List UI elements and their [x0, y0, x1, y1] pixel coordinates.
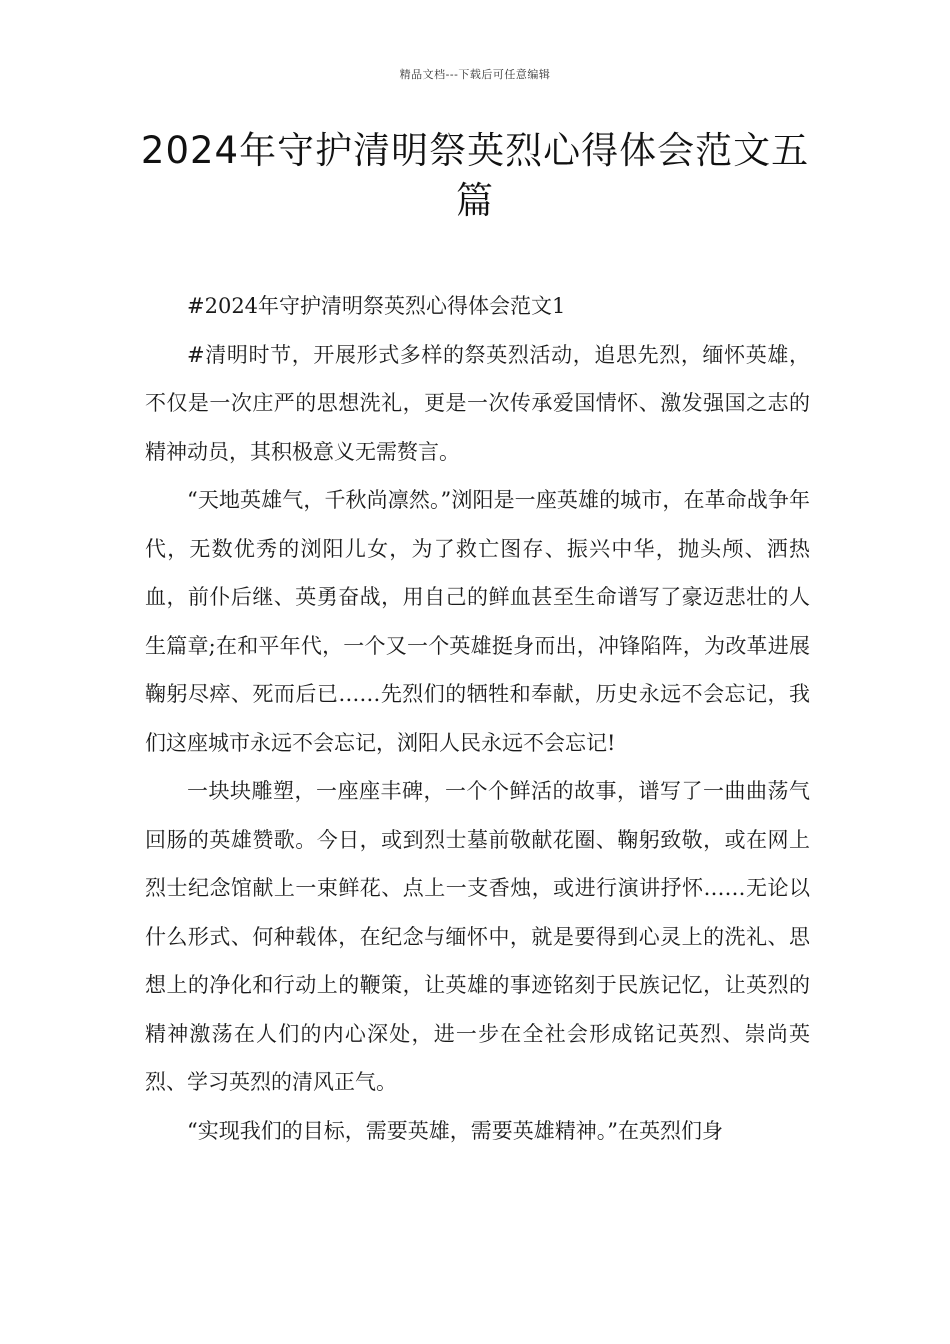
paragraph: “实现我们的目标，需要英雄，需要英雄精神。”在英烈们身	[187, 1118, 723, 1143]
document-body	[145, 282, 810, 1155]
paragraph: #清明时节，开展形式多样的祭英烈活动，追思先烈，缅怀英雄，不仅是一次庄严的思想洗礼，更是一次传承爱国情怀、激发强国之志的精神动员，其积极意义无需赘言。	[145, 342, 810, 464]
document-title: 2024年守护清明祭英烈心得体会范文五篇	[140, 129, 810, 222]
paragraph: “天地英雄气，千秋尚凛然。”浏阳是一座英雄的城市，在革命战争年代，无数优秀的浏阳儿女，为了救亡图存、振兴中华，抛头颅、洒热血，前仆后继、英勇奋战，用自己的鲜血甚至生命谱写了豪迈悲壮的人生篇章;在和平年代，一个又一个英雄挺身而出，冲锋陷阵，为改革进展鞠躬尽瘁、死而后已……先烈们的牺牲和奉献，历史永远不会忘记，我们这座城市永远不会忘记，浏阳人民永远不会忘记!	[145, 488, 810, 755]
section-heading: #2024年守护清明祭英烈心得体会范文1	[187, 294, 566, 318]
paragraph: 一块块雕塑，一座座丰碑，一个个鲜活的故事，谱写了一曲曲荡气回肠的英雄赞歌。今日，或到烈士墓前敬献花圈、鞠躬致敬，或在网上烈士纪念馆献上一束鲜花、点上一支香烛，或进行演讲抒怀……无论以什么形式、何种载体，在纪念与缅怀中，就是要得到心灵上的洗礼、思想上的净化和行动上的鞭策，让英雄的事迹铭刻于民族记忆，让英烈的精神激荡在人们的内心深处，进一步在全社会形成铭记英烈、崇尚英烈、学习英烈的清风正气。	[145, 779, 810, 1094]
header-note: 精品文档---下载后可任意编辑	[399, 68, 551, 81]
